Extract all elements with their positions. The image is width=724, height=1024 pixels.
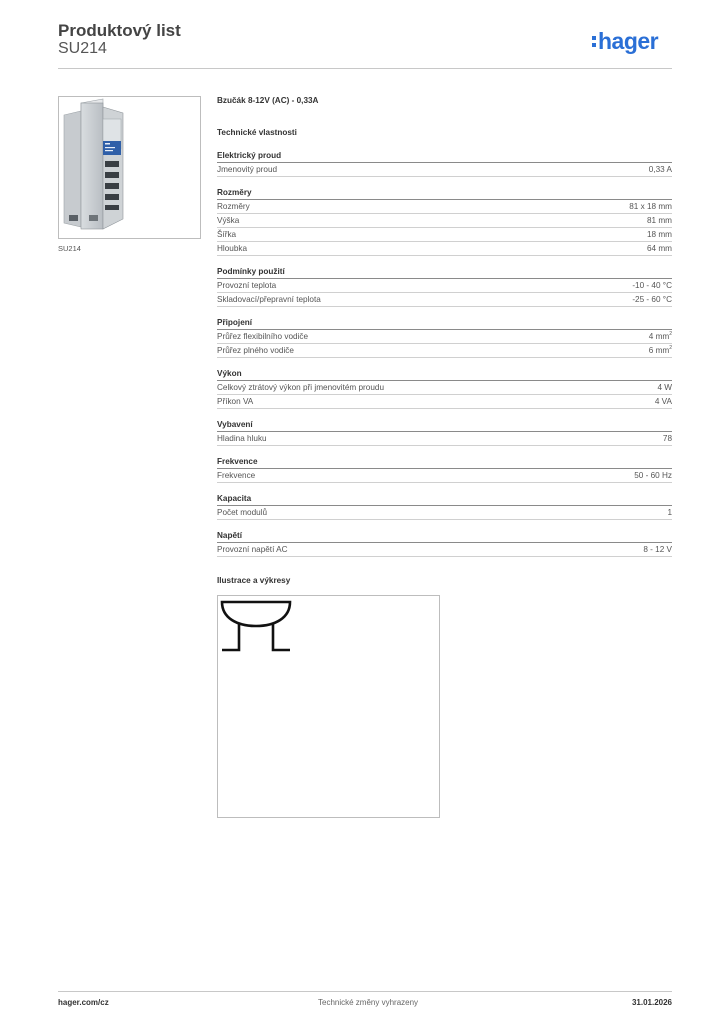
- spec-value: 50 - 60 Hz: [634, 471, 672, 480]
- spec-label: Příkon VA: [217, 397, 254, 406]
- header-divider: [58, 68, 672, 69]
- spec-label: Jmenovitý proud: [217, 165, 278, 174]
- spec-label: Počet modulů: [217, 508, 268, 517]
- spec-value-wrap: [667, 506, 672, 519]
- spec-value-wrap: [657, 381, 672, 394]
- footer-divider: [58, 991, 672, 992]
- footer-website-link[interactable]: hager.com/cz: [58, 998, 109, 1007]
- spec-value-wrap: [655, 395, 672, 408]
- spec-row: [217, 242, 672, 256]
- spec-value-wrap: [629, 200, 672, 213]
- spec-row: [217, 506, 672, 520]
- spec-value: 81 mm: [646, 216, 672, 225]
- product-image-caption: SU214: [58, 244, 81, 253]
- spec-value: 4 VA: [654, 397, 672, 406]
- product-content: [217, 96, 672, 818]
- logo-dots-icon: [592, 36, 596, 47]
- spec-row: [217, 163, 672, 177]
- spec-label: Provozní napětí AC: [217, 545, 288, 554]
- spec-value-superscript: 2: [669, 331, 672, 337]
- product-image: [58, 96, 201, 239]
- spec-group: [217, 493, 672, 520]
- illustration-box: [217, 595, 440, 818]
- spec-group: [217, 150, 672, 177]
- spec-row: [217, 293, 672, 307]
- spec-value: 4 W: [657, 383, 672, 392]
- spec-row: [217, 344, 672, 358]
- spec-value: 64 mm: [646, 244, 672, 253]
- spec-row: [217, 432, 672, 446]
- spec-group: [217, 530, 672, 557]
- spec-row: [217, 395, 672, 409]
- logo-text: hager: [598, 28, 659, 54]
- spec-row: [217, 381, 672, 395]
- spec-value: 81 x 18 mm: [629, 202, 672, 211]
- spec-value-wrap: [649, 163, 672, 176]
- spec-value-wrap: [634, 469, 672, 482]
- spec-group-title: Připojení: [217, 317, 672, 330]
- hager-logo[interactable]: [592, 28, 658, 55]
- spec-group-title: Elektrický proud: [217, 150, 672, 163]
- spec-value: -25 - 60 °C: [632, 295, 672, 304]
- spec-group: [217, 187, 672, 256]
- spec-row: [217, 469, 672, 483]
- spec-value: 0,33 A: [648, 165, 672, 174]
- spec-label: Průřez flexibilního vodiče: [217, 332, 309, 341]
- illustrations-title: Ilustrace a výkresy: [217, 576, 291, 585]
- spec-group: [217, 419, 672, 446]
- spec-label: Hladina hluku: [217, 434, 267, 443]
- spec-label: Výška: [217, 216, 240, 225]
- spec-value-wrap: [632, 279, 672, 292]
- spec-label: Skladovací/přepravní teplota: [217, 295, 321, 304]
- spec-group-title: Podmínky použití: [217, 266, 672, 279]
- footer-date: 31.01.2026: [631, 998, 672, 1007]
- spec-label: Šířka: [217, 230, 237, 239]
- product-code: SU214: [58, 40, 107, 57]
- spec-group-title: Vybavení: [217, 419, 672, 432]
- spec-group: [217, 456, 672, 483]
- spec-value: -10 - 40 °C: [632, 281, 672, 290]
- spec-group: [217, 266, 672, 307]
- spec-value-superscript: 2: [669, 345, 672, 351]
- spec-row: [217, 214, 672, 228]
- spec-label: Frekvence: [217, 471, 256, 480]
- spec-group-title: Napětí: [217, 530, 672, 543]
- product-title: Bzučák 8-12V (AC) - 0,33A: [217, 96, 319, 105]
- spec-group-title: Kapacita: [217, 493, 672, 506]
- spec-group: [217, 317, 672, 358]
- footer-disclaimer: Technické změny vyhrazeny: [318, 998, 419, 1007]
- spec-label: Rozměry: [217, 202, 250, 211]
- spec-value-wrap: [663, 432, 672, 445]
- spec-group-title: Frekvence: [217, 456, 672, 469]
- spec-value-wrap: [647, 214, 672, 227]
- spec-group-title: Výkon: [217, 368, 672, 381]
- spec-row: [217, 200, 672, 214]
- spec-value-wrap: [649, 330, 672, 343]
- spec-groups: [217, 150, 672, 557]
- buzzer-symbol-icon: [220, 598, 300, 662]
- spec-group: [217, 368, 672, 409]
- spec-label: Hloubka: [217, 244, 248, 253]
- spec-row: [217, 543, 672, 557]
- spec-row: [217, 228, 672, 242]
- spec-value-wrap: [649, 344, 672, 357]
- spec-value-wrap: [647, 242, 672, 255]
- spec-label: Celkový ztrátový výkon při jmenovitém proudu: [217, 383, 385, 392]
- spec-label: Provozní teplota: [217, 281, 277, 290]
- din-rail-buzzer-photo-icon: [59, 97, 200, 238]
- spec-value: 8 - 12 V: [643, 545, 672, 554]
- spec-value: 18 mm: [646, 230, 672, 239]
- technical-properties-title: Technické vlastnosti: [217, 128, 297, 137]
- spec-value: 1: [667, 508, 672, 517]
- spec-label: Průřez plného vodiče: [217, 346, 294, 355]
- spec-value-wrap: [643, 543, 672, 556]
- spec-row: [217, 330, 672, 344]
- spec-group-title: Rozměry: [217, 187, 672, 200]
- page-title: Produktový list: [58, 21, 181, 40]
- spec-value: 78: [662, 434, 672, 443]
- spec-value: 6 mm: [648, 346, 670, 355]
- spec-row: [217, 279, 672, 293]
- spec-value-wrap: [647, 228, 672, 241]
- spec-value-wrap: [632, 293, 672, 306]
- spec-value: 4 mm: [648, 332, 670, 341]
